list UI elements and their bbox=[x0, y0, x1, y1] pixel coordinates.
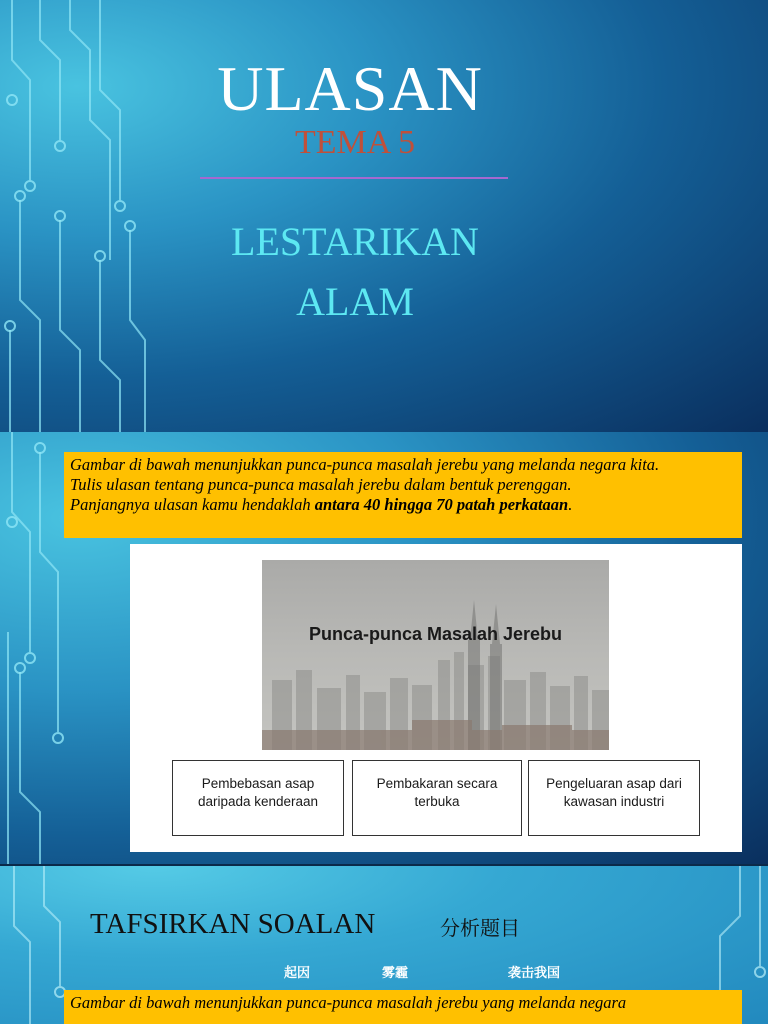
slide-title: ULASAN bbox=[217, 53, 483, 124]
instruction-line-1: Gambar di bawah menunjukkan punca-punca masalah jerebu yang melanda negara kita. bbox=[70, 455, 660, 474]
cause-box-industry: Pengeluaran asap dari kawasan industri bbox=[528, 760, 700, 836]
instruction-line-2: Tulis ulasan tentang punca-punca masalah jerebu dalam bentuk perenggan. bbox=[70, 475, 572, 494]
chinese-note-strike: 袭击我国 bbox=[508, 966, 561, 981]
chinese-note-haze: 雾霾 bbox=[382, 966, 409, 981]
instruction-line-3-prefix: Panjangnya ulasan kamu hendaklah bbox=[70, 495, 315, 514]
slide-heading: TAFSIRKAN SOALAN bbox=[90, 908, 376, 940]
instruction-box-repeat bbox=[64, 990, 742, 1024]
instruction-word-limit: antara 40 hingga 70 patah perkataan bbox=[314, 495, 569, 514]
figure-title: Punca-punca Masalah Jerebu bbox=[308, 624, 563, 644]
slide-subtitle: TEMA 5 bbox=[295, 124, 415, 161]
instruction-box bbox=[64, 452, 742, 538]
cause-box-vehicles: Pembebasan asap daripada kenderaan bbox=[172, 760, 344, 836]
title-divider bbox=[200, 177, 508, 179]
title-slide bbox=[0, 0, 768, 432]
theme-title-line-1: LESTARIKAN bbox=[231, 219, 479, 264]
haze-causes-figure bbox=[130, 544, 742, 852]
cause-box-open-burning: Pembakaran secara terbuka bbox=[352, 760, 522, 836]
chinese-note-cause: 起因 bbox=[284, 966, 311, 981]
slide-heading-chinese: 分析题目 bbox=[440, 916, 520, 940]
instruction-line-1-repeat: Gambar di bawah menunjukkan punca-punca masalah jerebu yang melanda negara bbox=[70, 993, 627, 1012]
instruction-line-3-suffix: . bbox=[568, 495, 573, 514]
haze-city-photo bbox=[262, 560, 609, 750]
theme-title-line-2: ALAM bbox=[296, 279, 414, 324]
city-skyline-icon bbox=[262, 560, 609, 750]
